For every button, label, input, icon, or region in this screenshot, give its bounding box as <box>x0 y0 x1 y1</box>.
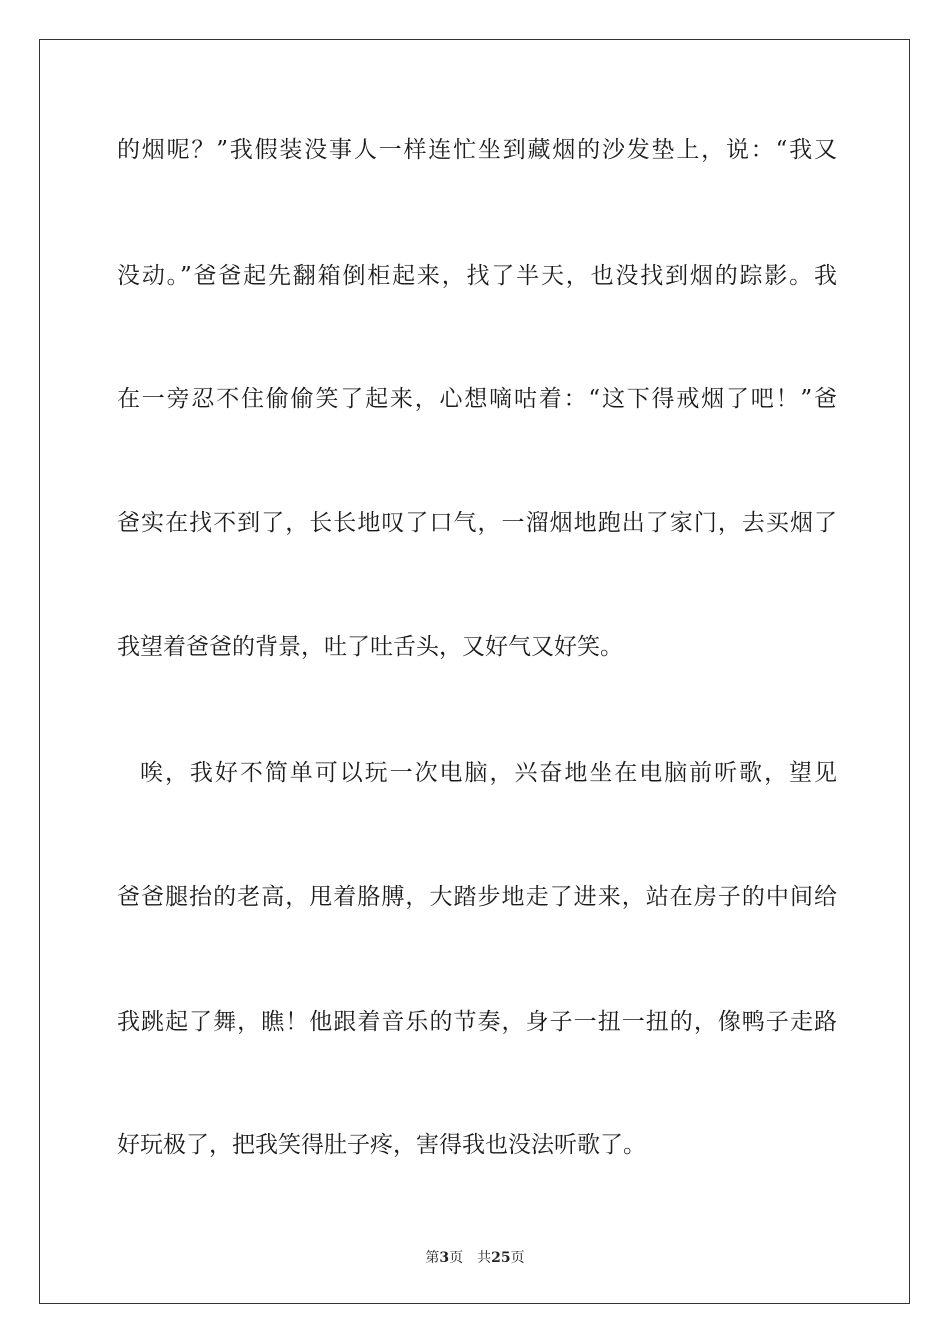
paragraph-start-line: 唉，我好不简单可以玩一次电脑，兴奋地坐在电脑前听歌，望见 <box>140 760 837 786</box>
total-pages: 25 <box>491 1250 511 1266</box>
page-suffix: 页 <box>449 1250 464 1266</box>
page-border <box>39 39 910 1304</box>
body-line-5: 我望着爸爸的背景，吐了吐舌头，又好气又好笑。 <box>117 634 623 660</box>
body-line-2: 没动。”爸爸起先翻箱倒柜起来，找了半天，也没找到烟的踪影。我 <box>117 263 837 289</box>
page-number: 3 <box>439 1250 450 1266</box>
body-line-9: 好玩极了，把我笑得肚子疼，害得我也没法听歌了。 <box>117 1132 646 1158</box>
page-prefix: 第 <box>425 1250 440 1266</box>
body-line-8: 我跳起了舞，瞧！他跟着音乐的节奏，身子一扭一扭的，像鸭子走路 <box>117 1009 837 1035</box>
body-line-1: 的烟呢？”我假装没事人一样连忙坐到藏烟的沙发垫上，说：“我又 <box>117 137 837 163</box>
total-suffix: 页 <box>510 1250 525 1266</box>
total-prefix: 共 <box>477 1250 492 1266</box>
body-line-7: 爸爸腿抬的老高，甩着胳膊，大踏步地走了进来，站在房子的中间给 <box>117 884 837 910</box>
body-line-4: 爸实在找不到了，长长地叹了口气，一溜烟地跑出了家门，去买烟了 <box>117 510 837 536</box>
page-footer <box>0 1247 950 1267</box>
body-line-3: 在一旁忍不住偷偷笑了起来，心想嘀咕着：“这下得戒烟了吧！”爸 <box>117 386 837 412</box>
